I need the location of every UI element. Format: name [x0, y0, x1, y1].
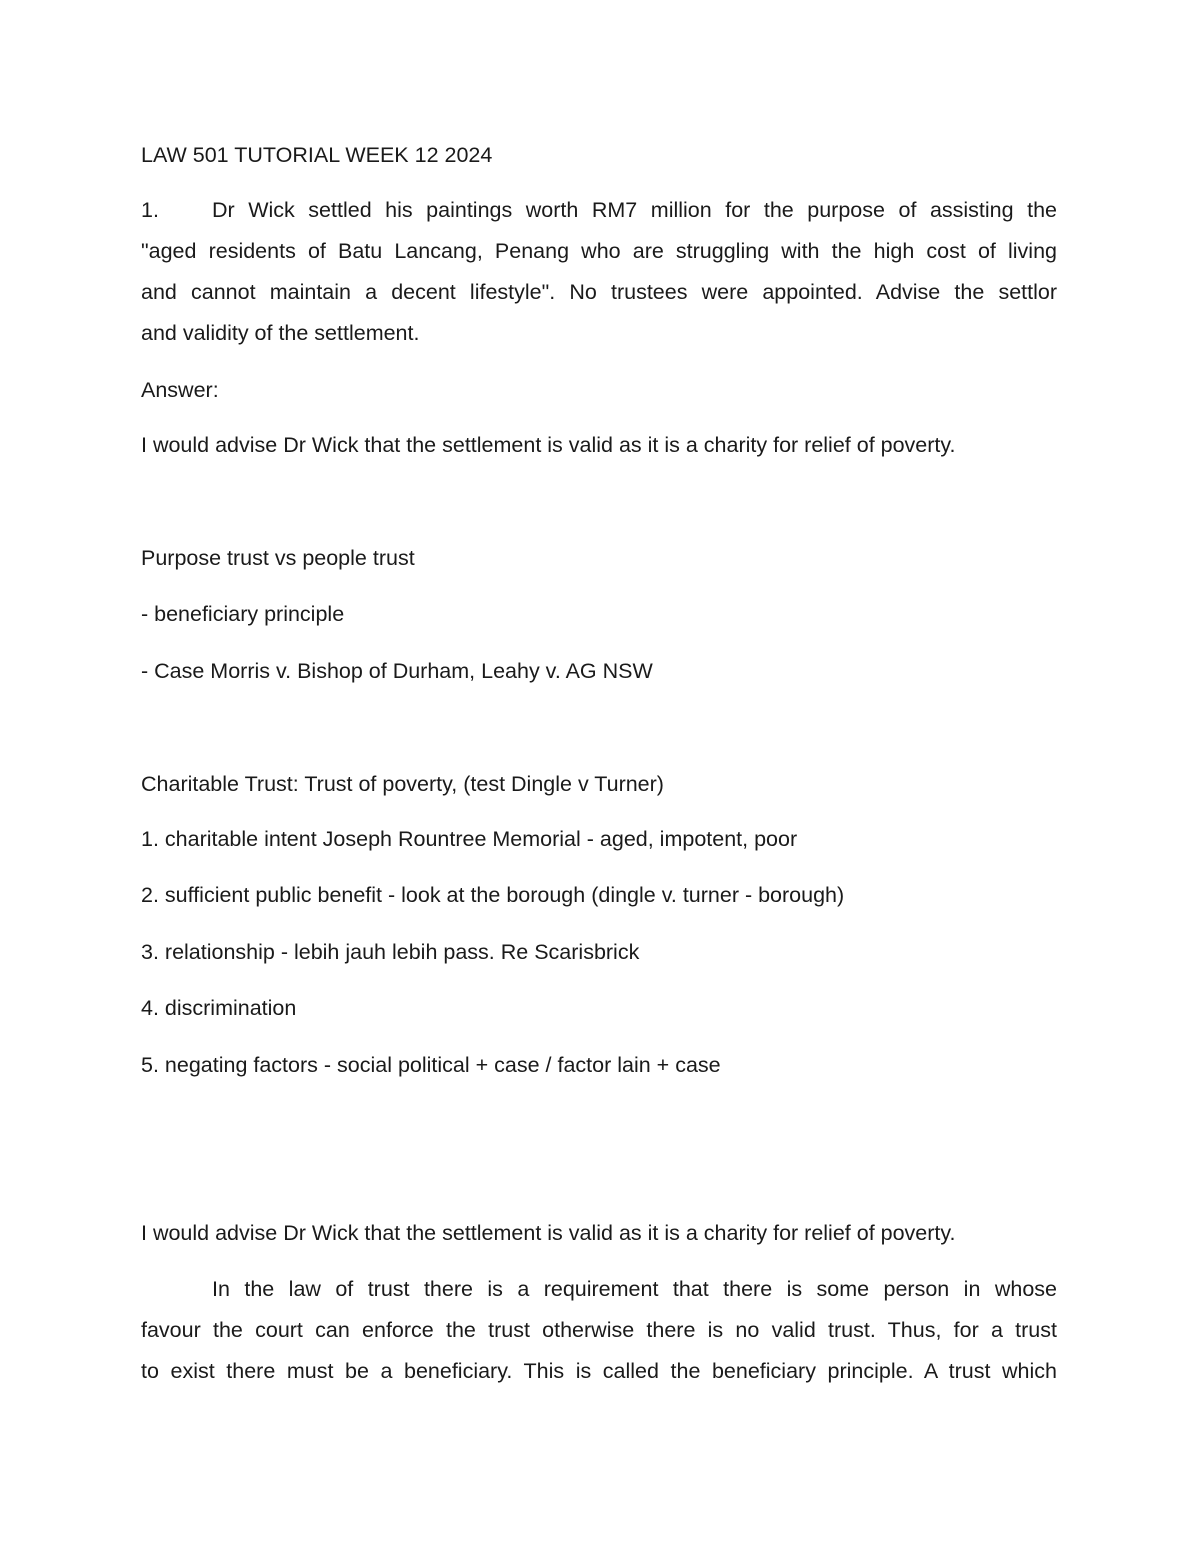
- list-item: 2. sufficient public benefit - look at the borough (dingle v. turner - borough): [141, 883, 845, 907]
- list-item: 3. relationship - lebih jauh lebih pass. Re Scarisbrick: [141, 940, 640, 964]
- list-item: 1. charitable intent Joseph Rountree Memorial - aged, impotent, poor: [141, 827, 798, 851]
- list-item: - beneficiary principle: [141, 602, 345, 626]
- document-title: LAW 501 TUTORIAL WEEK 12 2024: [141, 143, 493, 167]
- question-line: "aged residents of Batu Lancang, Penang who are struggling with the high cost of living: [141, 239, 1057, 263]
- list-item: 4. discrimination: [141, 996, 297, 1020]
- question-line: and validity of the settlement.: [141, 321, 420, 345]
- list-item: 5. negating factors - social political + case / factor lain + case: [141, 1053, 721, 1077]
- purpose-heading: Purpose trust vs people trust: [141, 546, 415, 570]
- list-item: - Case Morris v. Bishop of Durham, Leahy v. AG NSW: [141, 659, 653, 683]
- answer-summary: I would advise Dr Wick that the settlement is valid as it is a charity for relief of poverty.: [141, 433, 956, 457]
- question-number: 1.: [141, 198, 159, 222]
- question-1: [141, 190, 1057, 354]
- paragraph-line: In the law of trust there is a requirement that there is some person in whose: [212, 1277, 1057, 1301]
- charitable-heading: Charitable Trust: Trust of poverty, (test Dingle v Turner): [141, 772, 664, 796]
- answer-label: Answer:: [141, 378, 219, 402]
- closing-paragraph: [141, 1269, 1057, 1392]
- paragraph-line: to exist there must be a beneficiary. This is called the beneficiary principle. A trust which: [141, 1359, 1057, 1383]
- question-line: 1. Dr Wick settled his paintings worth RM7 million for the purpose of assisting the: [141, 190, 1057, 231]
- paragraph-line: favour the court can enforce the trust otherwise there is no valid trust. Thus, for a trust: [141, 1318, 1057, 1342]
- closing-summary: I would advise Dr Wick that the settlement is valid as it is a charity for relief of poverty.: [141, 1221, 956, 1245]
- question-line: and cannot maintain a decent lifestyle". No trustees were appointed. Advise the settlor: [141, 280, 1057, 304]
